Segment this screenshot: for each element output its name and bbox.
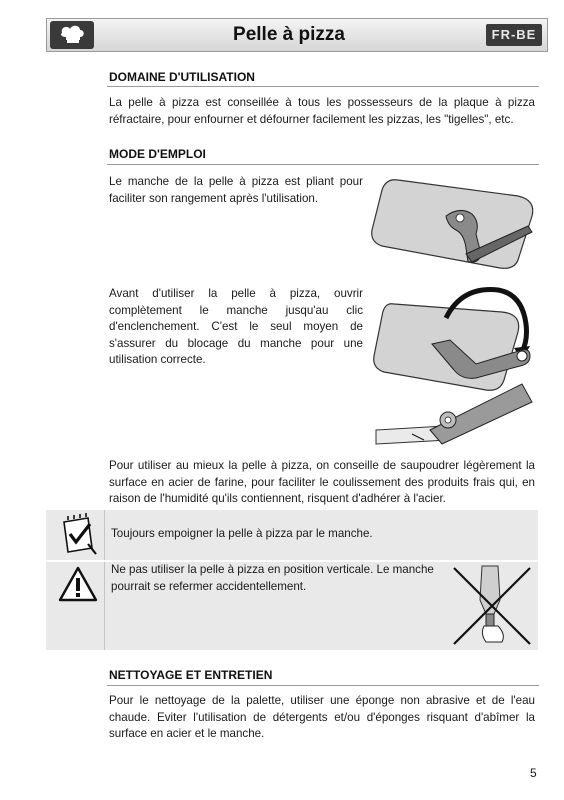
illustration-vertical-peel-crossed <box>450 564 534 646</box>
illustration-unfolding-handle <box>372 284 540 456</box>
note-divider <box>104 510 105 560</box>
page-title: Pelle à pizza <box>233 24 345 45</box>
section-rule <box>107 86 539 87</box>
warning-triangle-icon <box>58 566 98 602</box>
illustration-folded-peel <box>368 176 540 272</box>
section-title-mode: MODE D'EMPLOI <box>109 147 206 161</box>
tip-text: Toujours empoigner la pelle à pizza par le manche. <box>111 527 373 540</box>
section-title-nettoyage: NETTOYAGE ET ENTRETIEN <box>109 668 273 682</box>
paragraph-mode-1: Le manche de la pelle à pizza est pliant pour faciliter son rangement après l'utilisation. <box>109 175 363 205</box>
paragraph-nettoyage: Pour le nettoyage de la palette, utiliser une éponge non abrasive et de l'eau chaude. Eviter l'utilisation de détergents et/ou d'éponges risquant d'abîmer la surface en acier et le manche. <box>109 694 535 740</box>
notepad-check-icon <box>58 514 98 556</box>
section-rule <box>107 164 539 165</box>
section-rule <box>107 685 539 686</box>
brand-logo <box>50 21 94 49</box>
note-divider <box>104 562 105 650</box>
chef-hat-icon <box>58 25 86 45</box>
paragraph-mode-3: Pour utiliser au mieux la pelle à pizza, on conseille de saupoudrer légèrement la surface en acier de farine, pour faciliter le coulissement des produits frais qui, en raison de l'humidité qu'ils contiennent, risquent d'adhérer à l'acier. <box>109 459 535 505</box>
warning-text: Ne pas utiliser la pelle à pizza en position verticale. Le manche pourrait se refermer accidentellement. <box>111 563 434 593</box>
paragraph-mode-2: Avant d'utiliser la pelle à pizza, ouvrir complètement le manche jusqu'au clic d'enclenchement. C'est le seul moyen de s'assurer du blocage du manche pour une utilisation correcte. <box>109 287 363 366</box>
page-number: 5 <box>530 766 537 780</box>
paragraph-domaine: La pelle à pizza est conseillée à tous les possesseurs de la plaque à pizza réfractaire, pour enfourner et défourner facilement les pizzas, les "tigelles", etc. <box>109 96 535 126</box>
section-title-domaine: DOMAINE D'UTILISATION <box>109 70 255 84</box>
language-badge: FR-BE <box>486 24 542 46</box>
